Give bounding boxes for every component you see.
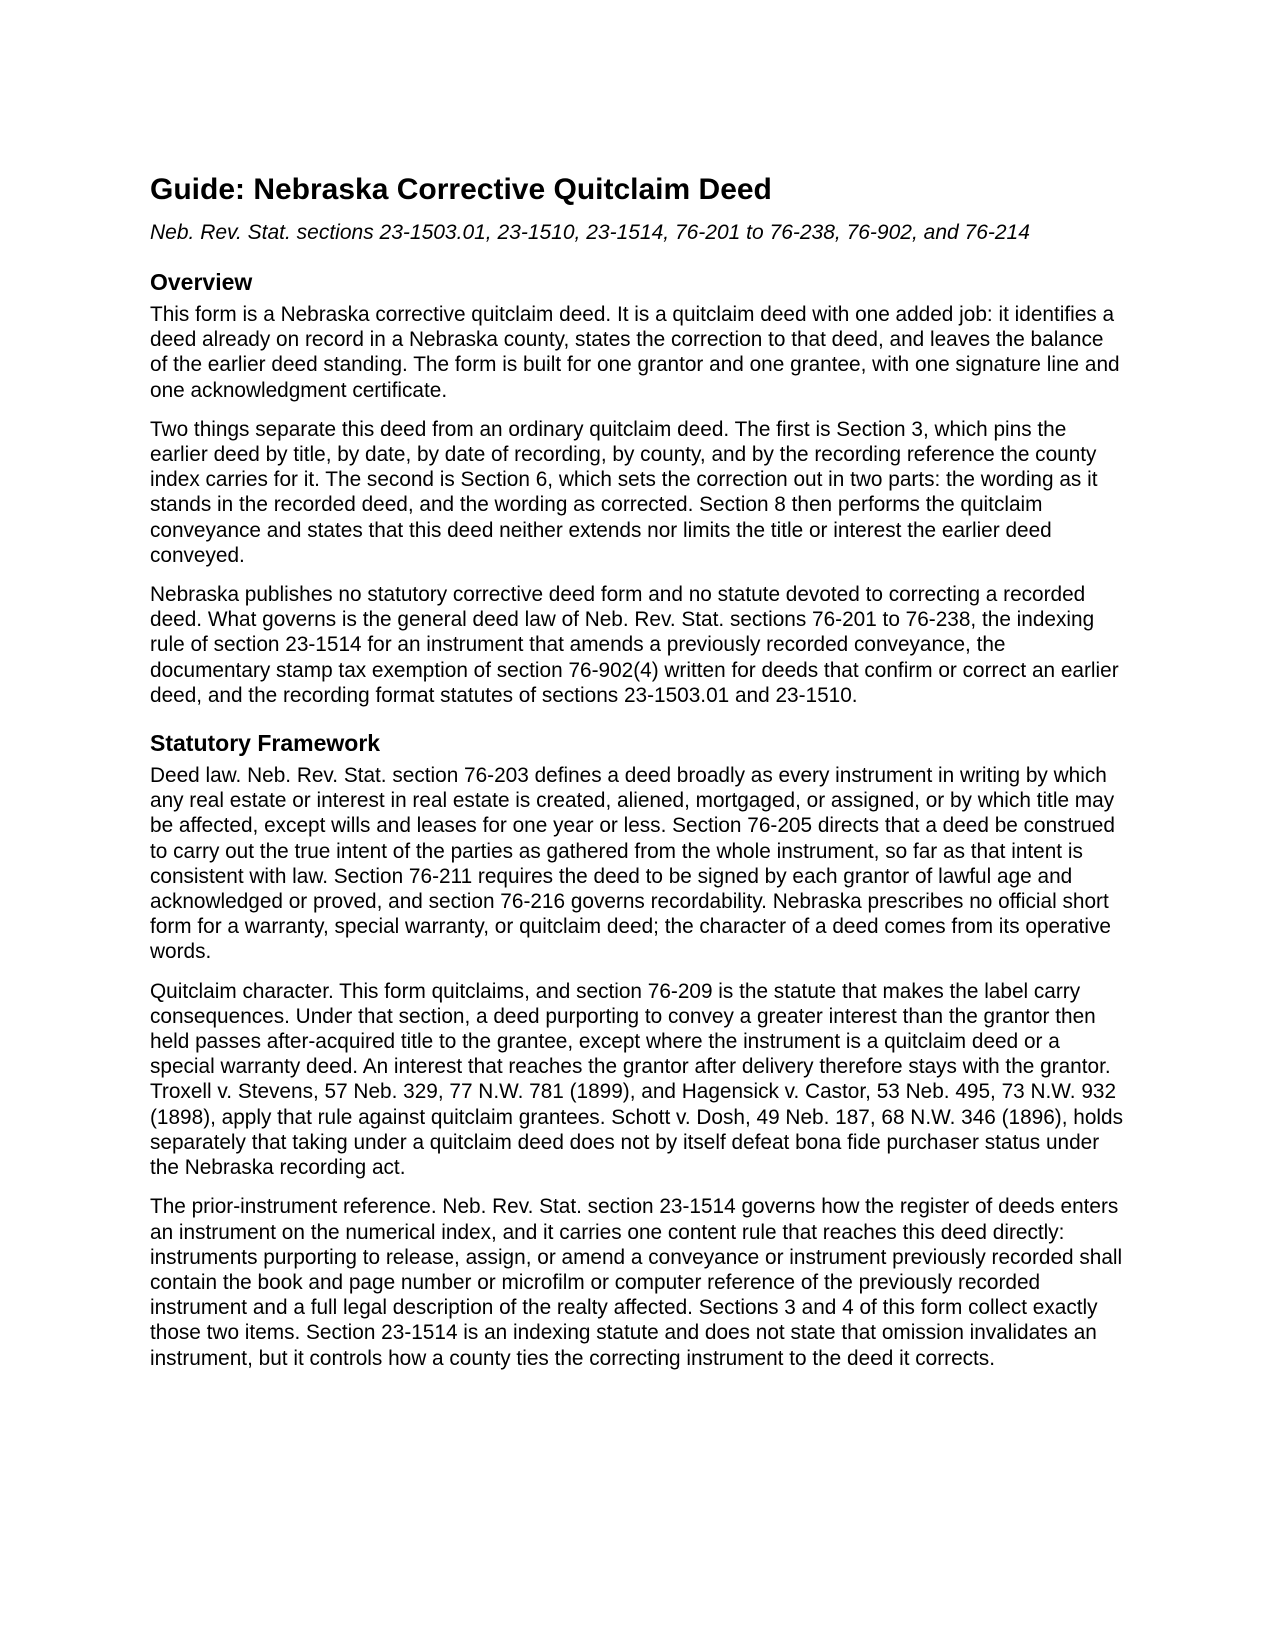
paragraph: This form is a Nebraska corrective quitclaim deed. It is a quitclaim deed with one added job: it identifies a deed already on record in a Nebraska county, states the correction to that deed, and leaves the balance of the earlier deed standing. The form is built for one grantor and one grantee, with one signature line and one acknowledgment certificate. [150,303,1120,402]
paragraph: Deed law. Neb. Rev. Stat. section 76-203 defines a deed broadly as every instrument in writing by which any real estate or interest in real estate is created, aliened, mortgaged, or assigned, or by which title may be affected, except wills and leases for one year or less. Section 76-205 directs that a deed be construed to carry out the true intent of the parties as gathered from the whole instrument, so far as that intent is consistent with law. Section 76-211 requires the deed to be signed by each grantor of lawful age and acknowledged or proved, and section 76-216 governs recordability. Nebraska prescribes no official short form for a warranty, special warranty, or quitclaim deed; the character of a deed comes from its operative words. [150,764,1115,964]
document-page [150,171,1125,1371]
paragraph: Nebraska publishes no statutory corrective deed form and no statute devoted to correcting a recorded deed. What governs is the general deed law of Neb. Rev. Stat. sections 76-201 to 76-238, the indexing rule of section 23-1514 for an instrument that amends a previously recorded conveyance, the documentary stamp tax exemption of section 76-902(4) written for deeds that confirm or correct an earlier deed, and the recording format statutes of sections 23-1503.01 and 23-1510. [150,583,1119,707]
document-subtitle: Neb. Rev. Stat. sections 23-1503.01, 23-1510, 23-1514, 76-201 to 76-238, 76-902, and 76-214 [150,221,1030,244]
section-statutory-framework [150,728,1125,1371]
paragraph: Quitclaim character. This form quitclaims, and section 76-209 is the statute that makes the label carry consequences. Under that section, a deed purporting to convey a greater interest than the grantor then held passes after-acquired title to the grantee, except where the instrument is a quitclaim deed or a special warranty deed. An interest that reaches the grantor after delivery therefore stays with the grantor. Troxell v. Stevens, 57 Neb. 329, 77 N.W. 781 (1899), and Hagensick v. Castor, 53 Neb. 495, 73 N.W. 932 (1898), apply that rule against quitclaim grantees. Schott v. Dosh, 49 Neb. 187, 68 N.W. 346 (1896), holds separately that taking under a quitclaim deed does not by itself defeat bona fide purchaser status under the Nebraska recording act. [150,979,1123,1180]
paragraph: The prior-instrument reference. Neb. Rev. Stat. section 23-1514 governs how the register of deeds enters an instrument on the numerical index, and it carries one content rule that reaches this deed directly: instruments purporting to release, assign, or amend a conveyance or instrument previously recorded shall contain the book and page number or microfilm or computer reference of the previously recorded instrument and a full legal description of the realty affected. Sections 3 and 4 of this form collect exactly those two items. Section 23-1514 is an indexing statute and does not state that omission invalidates an instrument, but it controls how a county ties the correcting instrument to the deed it corrects. [150,1195,1123,1370]
section-heading-overview: Overview [150,269,253,295]
section-heading-statutory-framework: Statutory Framework [150,730,381,757]
paragraph: Two things separate this deed from an ordinary quitclaim deed. The first is Section 3, which pins the earlier deed by title, by date, by date of recording, by county, and by the recording reference the county index carries for it. The second is Section 6, which sets the correction out in two parts: the wording as it stands in the recorded deed, and the wording as corrected. Section 8 then performs the quitclaim conveyance and states that this deed neither extends nor limits the title or interest the earlier deed conveyed. [150,417,1098,567]
document-title: Guide: Nebraska Corrective Quitclaim Deed [150,173,772,206]
section-overview [150,267,1125,708]
